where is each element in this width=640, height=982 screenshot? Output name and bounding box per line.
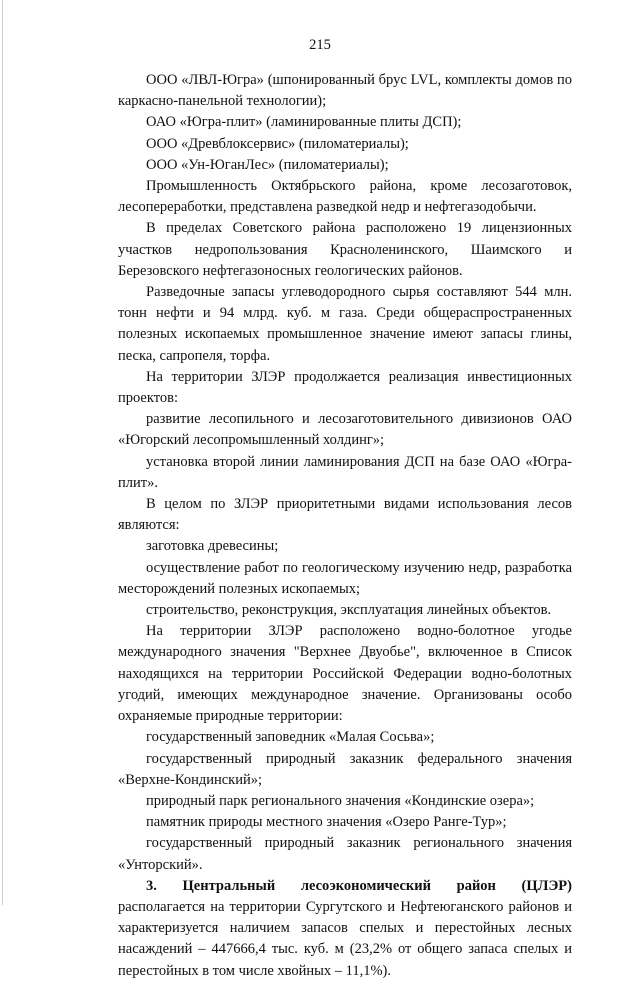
paragraph: государственный заповедник «Малая Сосьва»; [146, 729, 435, 746]
section-paragraph [118, 876, 572, 982]
paragraph: государственный природный заказник регионального значения «Унторский». [118, 835, 572, 873]
scan-edge [2, 0, 3, 905]
section-text: располагается на территории Сургутского и Нефтеюганского районов и характеризуется наличием запасов спелых и перестойных лесных насаждений – 447666,4 тыс. куб. м (23,2% от общего запаса спелых и перестойных в том числе хвойных – 11,1%). [118, 898, 572, 979]
paragraph: В пределах Советского района расположено 19 лицензионных участков недропользования Красноленинского, Шаимского и Березовского нефтегазоносных геологических районов. [118, 220, 572, 279]
paragraph: ООО «ЛВЛ-Югра» (шпонированный брус LVL, комплекты домов по каркасно-панельной технологии); [118, 72, 572, 110]
page-number: 215 [309, 37, 331, 53]
paragraph: развитие лесопильного и лесозаготовительного дивизионов ОАО «Югорский лесопромышленный холдинг»; [118, 411, 572, 449]
paragraph: строительство, реконструкция, эксплуатация линейных объектов. [146, 602, 552, 619]
paragraph: На территории ЗЛЭР расположено водно-болотное угодье международного значения "Верхнее Двуобье", включенное в Список находящихся на территории Российской Федерации водно-болотных угодий, имеющих международное значение. Организованы особо охраняемые природные территории: [118, 623, 572, 725]
paragraph: государственный природный заказник федерального значения «Верхне-Кондинский»; [118, 750, 572, 788]
paragraph: ОАО «Югра-плит» (ламинированные плиты ДСП); [146, 114, 462, 131]
paragraph: Разведочные запасы углеводородного сырья составляют 544 млн. тонн нефти и 94 млрд. куб. м газа. Среди общераспространенных полезных ископаемых промышленное значение имеют запасы глины, песка, сапропеля, торфа. [118, 284, 572, 364]
paragraph: заготовка древесины; [146, 538, 279, 555]
paragraph: установка второй линии ламинирования ДСП на базе ОАО «Югра-плит». [118, 453, 572, 491]
paragraph: природный парк регионального значения «Кондинские озера»; [146, 792, 535, 809]
paragraph: памятник природы местного значения «Озеро Ранге-Тур»; [146, 814, 507, 831]
paragraph: ООО «Древблоксервис» (пиломатериалы); [146, 135, 409, 152]
section-heading: 3. Центральный лесоэкономический район (ЦЛЭР) [146, 877, 572, 894]
body-text [118, 70, 572, 982]
paragraph: На территории ЗЛЭР продолжается реализация инвестиционных проектов: [118, 368, 572, 407]
paragraph: осуществление работ по геологическому изучению недр, разработка месторождений полезных ископаемых; [118, 559, 572, 597]
paragraph: Промышленность Октябрьского района, кроме лесозаготовок, лесопереработки, представлена разведкой недр и нефтегазодобычи. [118, 178, 572, 216]
paragraph: В целом по ЗЛЭР приоритетными видами использования лесов являются: [118, 496, 572, 534]
paragraph: ООО «Ун-ЮганЛес» (пиломатериалы); [146, 156, 389, 173]
